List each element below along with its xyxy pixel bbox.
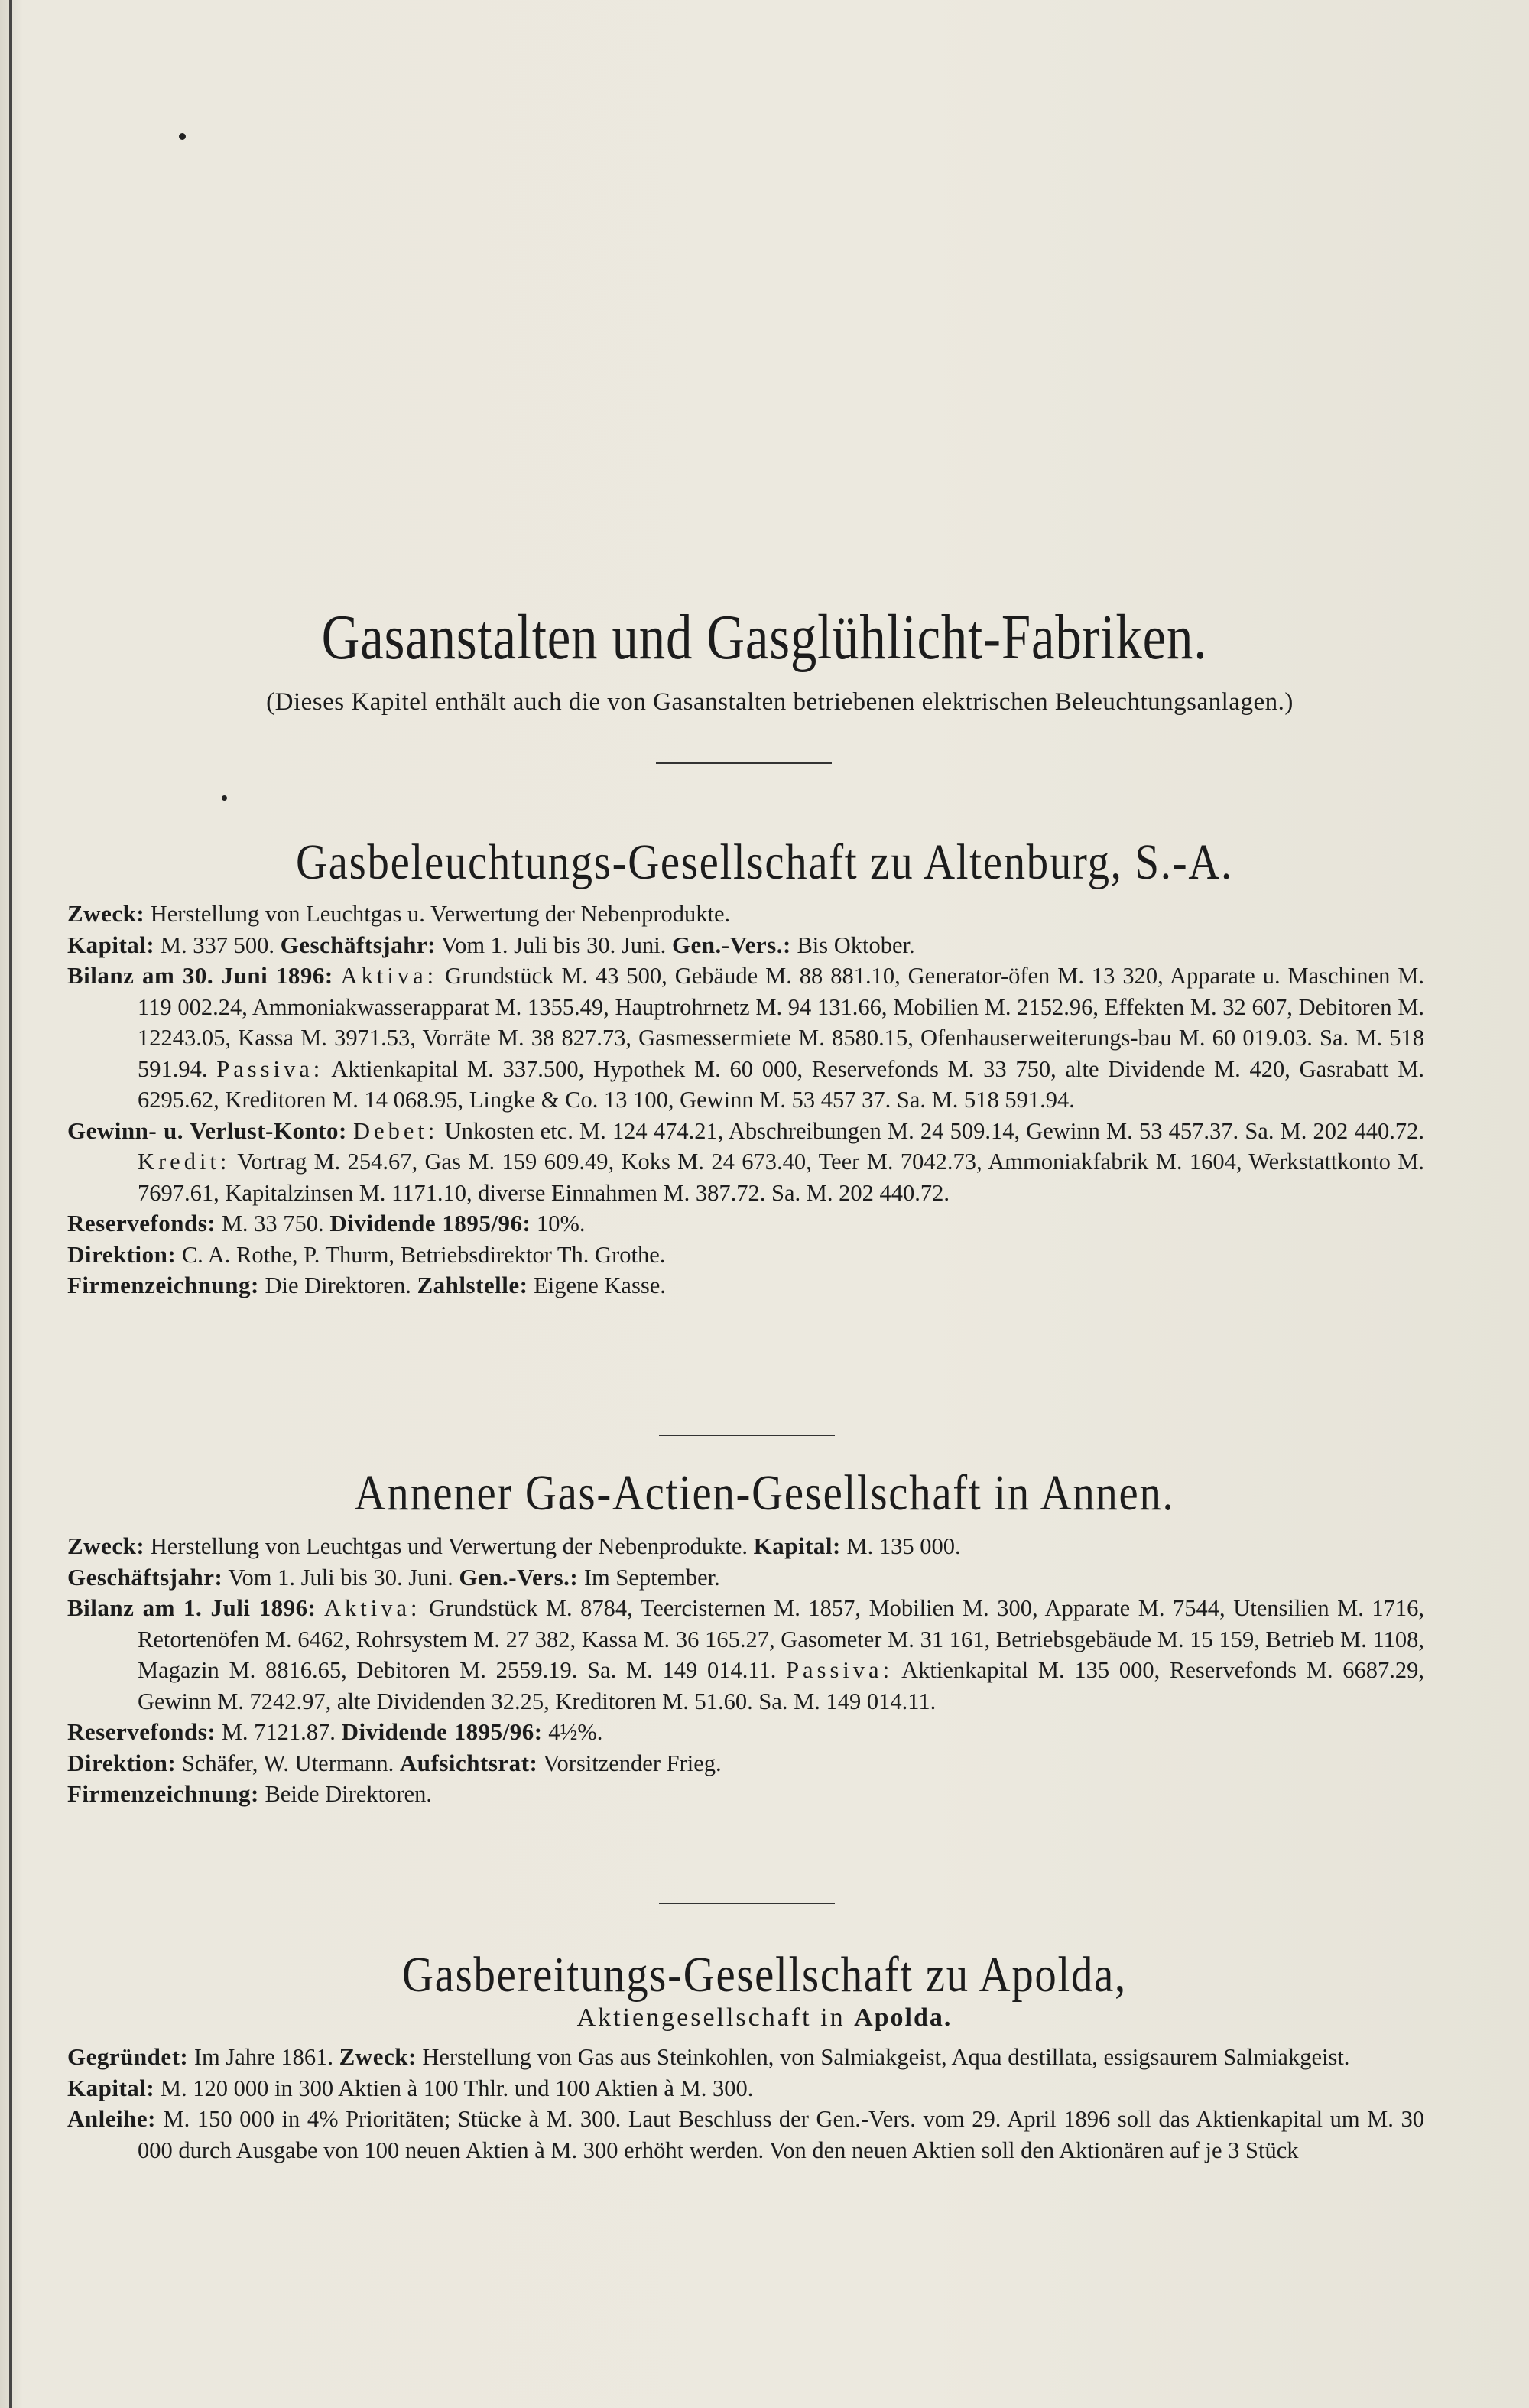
- field-value: Herstellung von Gas aus Steinkohlen, von Salmiakgeist, Aqua destillata, essigsaurem Salmiakgeist.: [422, 2044, 1350, 2070]
- field-label: Firmenzeichnung:: [67, 1780, 259, 1807]
- entry-paragraph: [67, 2042, 1424, 2073]
- field-value: Grundstück M. 8784, Teercisternen M. 1857, Mobilien M. 300, Apparate M. 7544, Utensilien M. 1716, Retortenöfen M. 6462, Rohrsystem M. 27 382, Kassa M. 36 165.27, Gasometer M. 31 161, Betriebsgebäude M. 15 159, Betrieb M. 1108, Magazin M. 8816.65, Debitoren M. 2559.19. Sa. M. 149 014.11.: [138, 1595, 1425, 1683]
- entry-paragraph: [67, 1593, 1424, 1717]
- divider: [659, 1435, 835, 1436]
- entry-paragraph: [67, 899, 1424, 930]
- entry-paragraph: [67, 1748, 1424, 1779]
- field-label: Gen.-Vers.:: [671, 931, 791, 958]
- entry-paragraph: [67, 1562, 1424, 1594]
- company-subheading-city: Apolda.: [854, 2003, 953, 2032]
- field-label: Zahlstelle:: [417, 1272, 528, 1298]
- entry-paragraph: [67, 1531, 1424, 1562]
- field-value: Beide Direktoren.: [265, 1781, 432, 1807]
- company-entry-annen: [67, 1531, 1424, 1810]
- entry-paragraph: [67, 1240, 1424, 1271]
- divider: [656, 762, 832, 764]
- field-value: Vorsitzender Frieg.: [543, 1750, 722, 1776]
- field-value: Herstellung von Leuchtgas und Verwertung der Nebenprodukte.: [150, 1533, 748, 1559]
- field-label: Zweck:: [67, 1532, 145, 1559]
- field-label: Direktion:: [67, 1240, 177, 1268]
- entry-paragraph: [67, 2104, 1424, 2166]
- company-heading: Annener Gas-Actien-Gesellschaft in Annen.: [354, 1465, 1175, 1521]
- field-value: M. 120 000 in 300 Aktien à 100 Thlr. und 100 Aktien à M. 300.: [160, 2075, 754, 2101]
- field-value: Vortrag M. 254.67, Gas M. 159 609.49, Koks M. 24 673.40, Teer M. 7042.73, Ammoniakfabrik M. 1604, Werkstattkonto M. 7697.61, Kapitalzinsen M. 1171.10, diverse Einnahmen M. 387.72. Sa. M. 202 440.72.: [138, 1149, 1424, 1206]
- section-label: Passiva:: [216, 1055, 324, 1082]
- field-value: Im September.: [583, 1564, 720, 1591]
- entry-paragraph: [67, 1270, 1424, 1301]
- field-value: 4½%.: [548, 1719, 603, 1745]
- section-label: Passiva:: [786, 1657, 894, 1683]
- field-value: M. 33 750.: [221, 1210, 324, 1236]
- field-value: Schäfer, W. Utermann.: [181, 1750, 394, 1776]
- company-heading: Gasbereitungs-Gesellschaft zu Apolda,: [402, 1947, 1127, 2003]
- field-label: Kapital:: [67, 931, 155, 958]
- field-value: M. 7121.87.: [221, 1719, 336, 1745]
- field-value: 10%.: [536, 1210, 586, 1236]
- field-value: Im Jahre 1861.: [193, 2044, 333, 2070]
- entry-paragraph: [67, 1208, 1424, 1240]
- company-entry-altenburg: [67, 899, 1424, 1301]
- entry-paragraph: [67, 2073, 1424, 2104]
- company-entry-apolda: [67, 2042, 1424, 2166]
- section-label: Aktiva:: [340, 963, 438, 989]
- field-value: Die Direktoren.: [265, 1272, 411, 1298]
- entry-paragraph: [67, 1717, 1424, 1748]
- field-value: Bis Oktober.: [797, 931, 915, 958]
- field-label: Reservefonds:: [67, 1210, 216, 1236]
- field-label: Kapital:: [67, 2074, 155, 2101]
- divider: [659, 1903, 835, 1904]
- field-value: Vom 1. Juli bis 30. Juni.: [228, 1564, 453, 1591]
- field-label: Gewinn- u. Verlust-Konto:: [67, 1116, 347, 1144]
- entry-paragraph: [67, 930, 1424, 961]
- field-label: Bilanz am 1. Juli 1896:: [67, 1594, 317, 1621]
- field-label: Dividende 1895/96:: [341, 1718, 543, 1745]
- field-label: Zweck:: [67, 900, 145, 927]
- field-value: Eigene Kasse.: [534, 1272, 666, 1298]
- company-heading: Gasbeleuchtungs-Gesellschaft zu Altenburg, S.-A.: [296, 834, 1233, 890]
- field-value: Aktienkapital M. 135 000, Reservefonds M. 6687.29, Gewinn M. 7242.97, alte Dividenden 32.25, Kreditoren M. 51.60. Sa. M. 149 014.11.: [138, 1657, 1424, 1714]
- field-label: Anleihe:: [67, 2105, 156, 2132]
- field-value: M. 337 500.: [160, 931, 274, 958]
- chapter-subtitle: (Dieses Kapitel enthält auch die von Gasanstalten betriebenen elektrischen Beleuchtungsanlagen.): [266, 688, 1294, 716]
- field-value: C. A. Rothe, P. Thurm, Betriebsdirektor Th. Grothe.: [181, 1241, 666, 1268]
- ink-speck: [179, 133, 186, 140]
- field-label: Geschäftsjahr:: [67, 1563, 223, 1591]
- field-label: Aufsichtsrat:: [399, 1749, 538, 1776]
- field-label: Geschäftsjahr:: [280, 931, 436, 958]
- page-edge-rule: [9, 0, 12, 2408]
- entry-paragraph: [67, 1779, 1424, 1810]
- section-label: Debet:: [353, 1117, 439, 1144]
- field-label: Reservefonds:: [67, 1718, 216, 1745]
- entry-paragraph: [67, 960, 1424, 1116]
- field-label: Bilanz am 30. Juni 1896:: [67, 962, 333, 989]
- field-value: M. 150 000 in 4% Prioritäten; Stücke à M. 300. Laut Beschluss der Gen.-Vers. vom 29. April 1896 soll das Aktienkapital um M. 30 000 durch Ausgabe von 100 neuen Aktien à M. 300 erhöht werden. Von den neuen Aktien soll den Aktionären auf je 3 Stück: [138, 2106, 1425, 2163]
- field-label: Gen.-Vers.:: [459, 1563, 579, 1591]
- field-value: Grundstück M. 43 500, Gebäude M. 88 881.10, Generator-öfen M. 13 320, Apparate u. Maschinen M. 119 002.24, Ammoniakwasserapparat M. 1355.49, Hauptrohrnetz M. 94 131.66, Mobilien M. 2152.96, Effekten M. 32 607, Debitoren M. 12243.05, Kassa M. 3971.53, Vorräte M. 38 827.73, Gasmessermiete M. 8580.15, Ofenhauserweiterungs-bau M. 60 019.03. Sa. M. 518 591.94.: [138, 963, 1425, 1082]
- field-label: Gegründet:: [67, 2043, 189, 2070]
- field-label: Zweck:: [339, 2043, 417, 2070]
- section-label: Kredit:: [138, 1149, 231, 1175]
- field-label: Direktion:: [67, 1749, 177, 1776]
- field-value: Aktienkapital M. 337.500, Hypothek M. 60 000, Reservefonds M. 33 750, alte Dividende M. 420, Gasrabatt M. 6295.62, Kreditoren M. 14 068.95, Lingke & Co. 13 100, Gewinn M. 53 457 37. Sa. M. 518 591.94.: [138, 1055, 1424, 1113]
- field-value: Unkosten etc. M. 124 474.21, Abschreibungen M. 24 509.14, Gewinn M. 53 457.37. Sa. M. 202 440.72.: [444, 1117, 1424, 1144]
- section-label: Aktiva:: [323, 1595, 421, 1621]
- field-label: Kapital:: [753, 1532, 841, 1559]
- company-subheading-prefix: Aktiengesellschaft in: [576, 2003, 846, 2032]
- chapter-title: Gasanstalten und Gasglühlicht-Fabriken.: [321, 602, 1208, 673]
- entry-paragraph: [67, 1116, 1424, 1209]
- company-subheading: [0, 2003, 1529, 2033]
- field-value: Herstellung von Leuchtgas u. Verwertung der Nebenprodukte.: [150, 901, 731, 927]
- field-label: Firmenzeichnung:: [67, 1272, 259, 1298]
- field-value: Vom 1. Juli bis 30. Juni.: [440, 931, 667, 958]
- ink-speck: [222, 795, 227, 801]
- field-label: Dividende 1895/96:: [329, 1210, 531, 1236]
- field-value: M. 135 000.: [846, 1533, 961, 1559]
